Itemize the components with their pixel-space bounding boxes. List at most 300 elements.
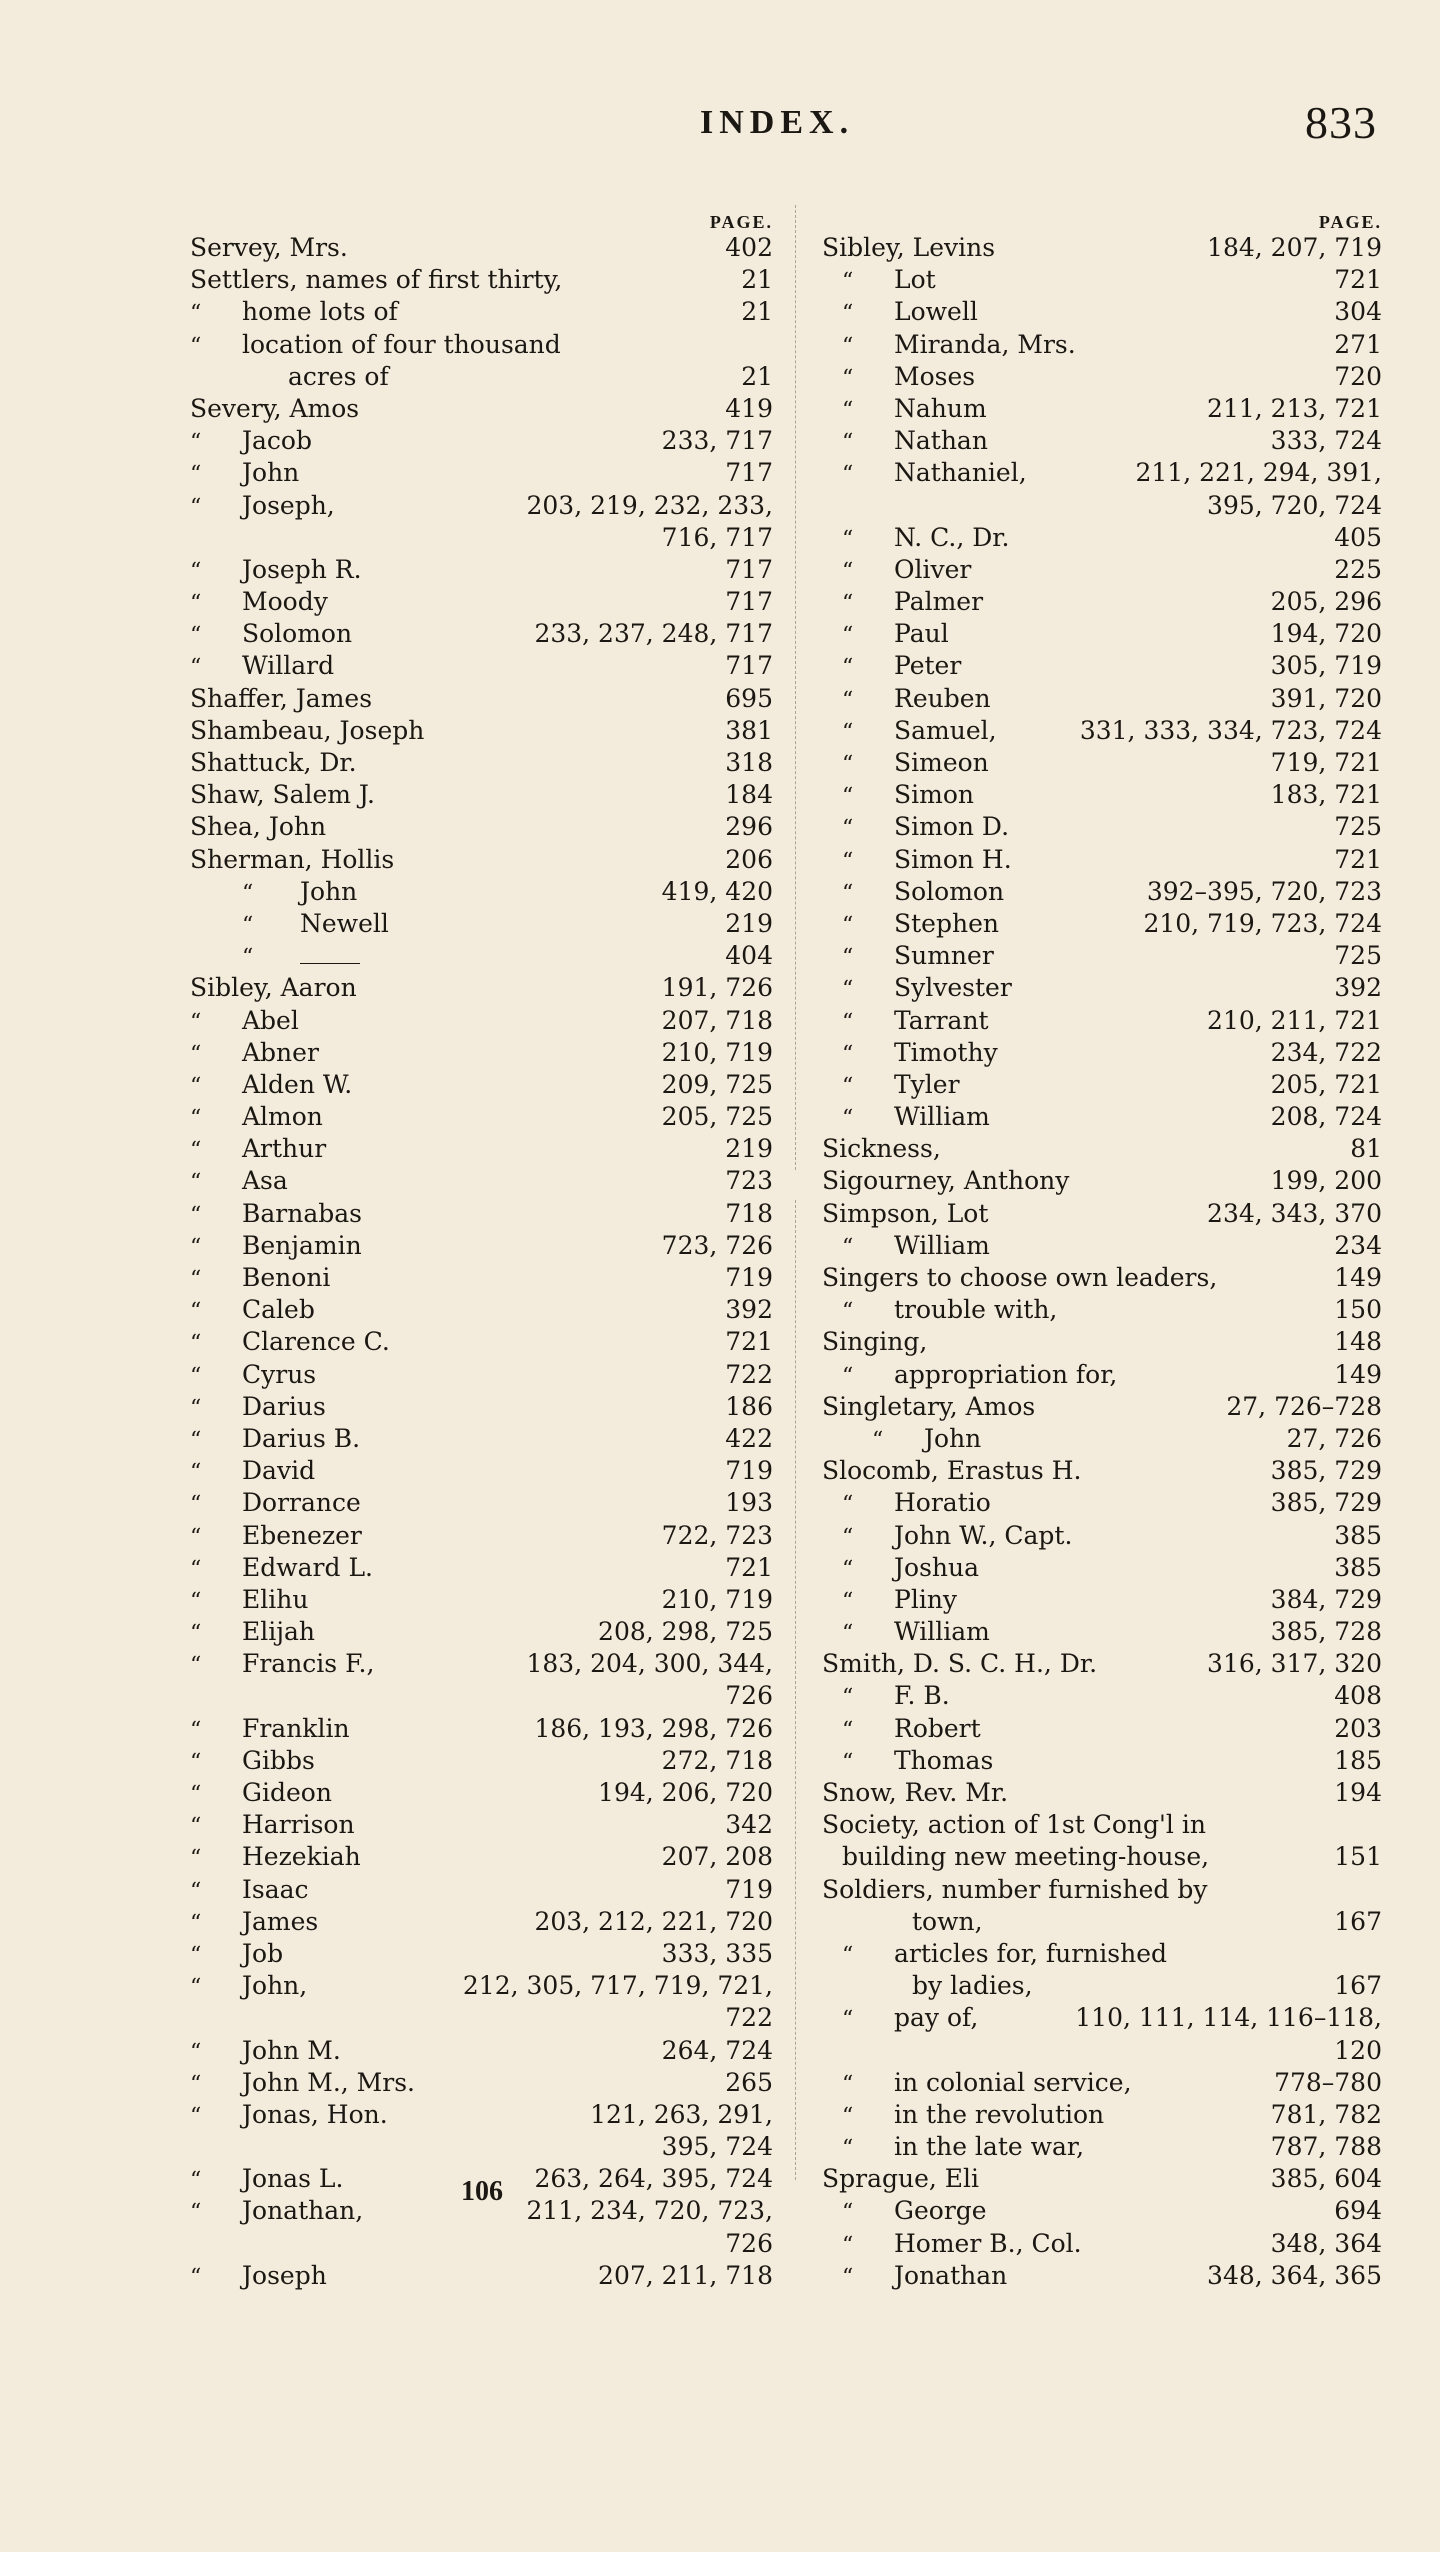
entry-name: Nathaniel, (894, 458, 1027, 488)
entry-pages: 787, 788 (1270, 2132, 1382, 2162)
entry-pages: 726 (725, 1681, 773, 1711)
index-entry (190, 1713, 773, 1745)
entry-name: William (894, 1617, 990, 1647)
entry-name: Willard (242, 651, 335, 681)
entry-name: Smith, D. S. C. H., Dr. (822, 1649, 1098, 1679)
entry-name: Simpson, Lot (822, 1198, 989, 1228)
entry-name: Joshua (894, 1552, 980, 1582)
entry-pages: 695 (725, 683, 773, 713)
ditto-mark: “ (190, 1234, 202, 1260)
index-entry (822, 683, 1382, 715)
entry-pages: 723 (725, 1166, 773, 1196)
entry-name: Slocomb, Erastus H. (822, 1456, 1082, 1486)
ditto-mark: “ (190, 1170, 202, 1196)
entry-name: Abel (242, 1005, 299, 1035)
entry-name: Moses (894, 361, 976, 391)
entry-pages: 392 (1334, 973, 1382, 1003)
entry-pages: 81 (1350, 1134, 1382, 1164)
ditto-mark: “ (842, 1492, 854, 1518)
entry-name: James (242, 1906, 319, 1936)
entry-pages: 193 (725, 1488, 773, 1518)
index-entry (190, 1552, 773, 1584)
entry-name: Newell (300, 908, 389, 938)
index-entry (190, 1520, 773, 1552)
entry-pages: 167 (1334, 1906, 1382, 1936)
entry-name: Oliver (894, 554, 972, 584)
page-header (0, 97, 1440, 154)
index-entry (822, 554, 1382, 586)
ditto-mark: “ (190, 2039, 202, 2065)
index-entry (190, 1262, 773, 1294)
entry-pages: 333, 335 (661, 1938, 773, 1968)
entry-pages: 717 (725, 554, 773, 584)
entry-name: Abner (242, 1037, 319, 1067)
ditto-mark: “ (190, 1041, 202, 1067)
entry-pages: 120 (1334, 2035, 1382, 2065)
index-entry (190, 1809, 773, 1841)
entry-pages: 209, 725 (661, 1069, 773, 1099)
entry-name: Sigourney, Anthony (822, 1166, 1070, 1196)
index-entry (822, 1391, 1382, 1423)
ditto-mark: “ (190, 2264, 202, 2290)
entry-pages: 194, 720 (1270, 619, 1382, 649)
index-entry (190, 1616, 773, 1648)
ditto-mark: “ (842, 558, 854, 584)
entry-pages: 723, 726 (661, 1230, 773, 1260)
index-entry (190, 2131, 773, 2163)
entry-name: trouble with, (894, 1295, 1058, 1325)
entry-pages: 726 (725, 2228, 773, 2258)
index-entry (190, 1906, 773, 1938)
entry-name: Singers to choose own leaders, (822, 1263, 1218, 1292)
ditto-mark: “ (242, 912, 254, 938)
entry-pages: 210, 719, 723, 724 (1143, 908, 1382, 938)
entry-pages: 721 (725, 1552, 773, 1582)
ditto-mark: “ (190, 1202, 202, 1228)
index-entry (822, 296, 1382, 328)
entry-pages: 385 (1334, 1552, 1382, 1582)
entry-name: Sickness, (822, 1134, 941, 1164)
entry-pages: 208, 298, 725 (598, 1617, 773, 1647)
entry-pages: 219 (725, 908, 773, 938)
entry-pages: 194 (1334, 1778, 1382, 1807)
index-entry (190, 1874, 773, 1906)
entry-pages: 348, 364, 365 (1207, 2260, 1382, 2290)
ditto-mark: “ (842, 365, 854, 391)
entry-pages: 385 (1334, 1520, 1382, 1550)
entry-name: Almon (242, 1102, 323, 1132)
ditto-mark: “ (190, 1073, 202, 1099)
entry-pages: 304 (1334, 297, 1382, 327)
entry-pages: 149 (1334, 1359, 1382, 1389)
ditto-mark: “ (842, 333, 854, 359)
entry-pages: 207, 718 (661, 1005, 773, 1035)
entry-name: Alden W. (242, 1069, 353, 1099)
entry-pages: 199, 200 (1270, 1166, 1382, 1196)
entry-pages: 725 (1334, 812, 1382, 842)
entry-name: F. B. (894, 1681, 950, 1711)
index-entry (190, 1069, 773, 1101)
index-entry (190, 1680, 773, 1712)
entry-pages: 385, 729 (1270, 1456, 1382, 1486)
ditto-mark: “ (190, 1299, 202, 1325)
index-entry (190, 1037, 773, 1069)
index-entry (822, 1680, 1382, 1712)
index-entry (190, 1133, 773, 1165)
entry-pages: 719, 721 (1270, 748, 1382, 777)
entry-pages: 419, 420 (661, 876, 773, 906)
ditto-mark: “ (842, 397, 854, 423)
ditto-mark: “ (190, 1717, 202, 1743)
index-entry (190, 618, 773, 650)
entry-name: pay of, (894, 2003, 979, 2033)
index-entry (822, 586, 1382, 618)
ditto-mark: “ (190, 1556, 202, 1582)
entry-name: Palmer (894, 587, 984, 617)
index-entry (822, 1874, 1382, 1906)
entry-name: building new meeting-house, (842, 1842, 1210, 1872)
entry-name: Arthur (242, 1134, 327, 1164)
index-entry (190, 1455, 773, 1487)
column-divider-lower (795, 1200, 796, 2180)
entry-pages: 208, 724 (1270, 1102, 1382, 1132)
ditto-mark: “ (190, 2103, 202, 2129)
entry-name: Benoni (242, 1263, 331, 1292)
entry-name: John M. (242, 2035, 341, 2065)
ditto-mark: “ (190, 1942, 202, 1968)
ditto-mark: “ (842, 719, 854, 745)
entry-pages: 342 (725, 1810, 773, 1840)
entry-name: William (894, 1102, 990, 1132)
entry-pages: 264, 724 (661, 2035, 773, 2065)
entry-pages: 716, 717 (661, 522, 773, 552)
index-column-left (190, 213, 773, 2292)
index-entry (190, 296, 773, 328)
entry-name: Shaffer, James (190, 683, 373, 713)
entry-pages: 167 (1334, 1971, 1382, 2001)
signature-mark: 106 (461, 2176, 503, 2207)
ditto-mark: “ (190, 1524, 202, 1550)
ditto-mark: “ (842, 1717, 854, 1743)
index-entry (190, 2067, 773, 2099)
ditto-mark: “ (190, 333, 202, 359)
entry-name: John (242, 458, 300, 488)
index-entry (822, 2131, 1382, 2163)
index-entry (190, 2260, 773, 2292)
entry-pages: 234, 343, 370 (1207, 1198, 1382, 1228)
index-entry (822, 1455, 1382, 1487)
entry-pages: 422 (725, 1423, 773, 1453)
ditto-mark: “ (842, 2136, 854, 2162)
index-entry (822, 1809, 1382, 1841)
ditto-mark: “ (842, 526, 854, 552)
ditto-mark: “ (190, 1878, 202, 1904)
index-entry (190, 747, 773, 779)
index-entry (822, 650, 1382, 682)
index-entry (190, 232, 773, 264)
entry-pages: 381 (725, 715, 773, 745)
entry-name: Elijah (242, 1617, 315, 1647)
entry-pages: 149 (1334, 1263, 1382, 1292)
entry-pages: 186 (725, 1391, 773, 1421)
index-entry (822, 1230, 1382, 1262)
entry-pages: 234 (1334, 1230, 1382, 1260)
index-entry (822, 1713, 1382, 1745)
entry-pages: 27, 726 (1286, 1423, 1382, 1453)
ditto-mark: “ (190, 1492, 202, 1518)
entry-name: Lot (894, 265, 936, 295)
entry-pages: 210, 211, 721 (1207, 1005, 1382, 1035)
entry-pages: 233, 237, 248, 717 (534, 619, 773, 649)
entry-name: home lots of (242, 297, 398, 327)
ditto-mark: “ (190, 1009, 202, 1035)
entry-pages: 210, 719 (661, 1584, 773, 1614)
entry-name: Joseph R. (242, 554, 362, 584)
ditto-mark: “ (190, 655, 202, 681)
entry-name: Elihu (242, 1584, 309, 1614)
entry-name: Asa (242, 1166, 288, 1196)
entry-name: appropriation for, (894, 1359, 1118, 1389)
entry-pages: 272, 718 (661, 1745, 773, 1775)
ditto-rule (300, 963, 360, 964)
index-entry (190, 1101, 773, 1133)
entry-name: Shaw, Salem J. (190, 780, 375, 810)
entry-name: Joseph, (242, 490, 335, 520)
index-entry (822, 2260, 1382, 2292)
entry-pages: 781, 782 (1270, 2099, 1382, 2129)
entry-pages: 778–780 (1274, 2067, 1382, 2097)
entry-pages: 203, 219, 232, 233, (526, 490, 773, 520)
entry-name: Horatio (894, 1488, 991, 1518)
index-entry (190, 650, 773, 682)
entry-pages: 408 (1334, 1681, 1382, 1711)
entry-name: Shambeau, Joseph (190, 715, 425, 745)
entry-pages: 721 (725, 1327, 773, 1357)
entry-name: Jacob (242, 426, 312, 456)
entry-name: town, (912, 1906, 983, 1936)
entry-name: Sylvester (894, 973, 1012, 1003)
entry-pages: 718 (725, 1198, 773, 1228)
index-entry (190, 1745, 773, 1777)
entry-name: Society, action of 1st Cong'l in (822, 1810, 1206, 1840)
ditto-mark: “ (190, 1395, 202, 1421)
running-title: INDEX. (700, 104, 855, 141)
index-entry (190, 1584, 773, 1616)
entry-pages: 721 (1334, 265, 1382, 295)
index-entry (190, 779, 773, 811)
entry-name: Solomon (894, 876, 1005, 906)
entry-pages: 205, 721 (1270, 1069, 1382, 1099)
entry-pages: 184, 207, 719 (1207, 233, 1382, 262)
index-entry (822, 1745, 1382, 1777)
ditto-mark: “ (842, 816, 854, 842)
entry-pages: 234, 722 (1270, 1037, 1382, 1067)
index-entry (822, 329, 1382, 361)
index-entry (822, 844, 1382, 876)
entry-name: Clarence C. (242, 1327, 390, 1357)
entry-pages: 203, 212, 221, 720 (534, 1906, 773, 1936)
index-entry (822, 1584, 1382, 1616)
entry-pages: 719 (725, 1263, 773, 1292)
entry-name: Samuel, (894, 715, 997, 745)
entry-name: Singing, (822, 1327, 928, 1357)
index-entry (822, 264, 1382, 296)
ditto-mark: “ (842, 977, 854, 1003)
entry-pages: 385, 604 (1270, 2164, 1382, 2194)
index-entry (822, 779, 1382, 811)
entry-pages: 184 (725, 780, 773, 810)
index-entry (822, 1906, 1382, 1938)
entry-name: Shea, John (190, 812, 327, 842)
ditto-mark: “ (190, 558, 202, 584)
index-entry (822, 2163, 1382, 2195)
entry-pages: 212, 305, 717, 719, 721, (462, 1971, 773, 2001)
index-entry (190, 522, 773, 554)
index-entry (190, 361, 773, 393)
ditto-mark: “ (190, 1621, 202, 1647)
entry-name: Moody (242, 587, 328, 617)
entry-pages: 211, 213, 721 (1207, 393, 1382, 423)
entry-name: Harrison (242, 1810, 355, 1840)
entry-name: Simon (894, 780, 974, 810)
entry-name: Lowell (894, 297, 978, 327)
index-entry (822, 425, 1382, 457)
ditto-mark: “ (842, 2007, 854, 2033)
entry-pages: 405 (1334, 522, 1382, 552)
index-entry (822, 1487, 1382, 1519)
entry-name: in the late war, (894, 2132, 1085, 2162)
index-entry (822, 490, 1382, 522)
index-entry (190, 1198, 773, 1230)
index-list-right (822, 232, 1382, 2292)
entry-name: acres of (288, 361, 389, 391)
ditto-mark: “ (190, 2071, 202, 2097)
entry-pages: 21 (741, 265, 773, 295)
entry-pages: 27, 726–728 (1226, 1391, 1382, 1421)
index-entry (190, 1359, 773, 1391)
index-entry (190, 425, 773, 457)
index-entry (190, 1230, 773, 1262)
ditto-mark: “ (842, 430, 854, 456)
index-entry (822, 1069, 1382, 1101)
entry-name: Snow, Rev. Mr. (822, 1778, 1009, 1807)
entry-name: Robert (894, 1713, 981, 1743)
index-entry (822, 1037, 1382, 1069)
index-entry (822, 618, 1382, 650)
index-entry (822, 972, 1382, 1004)
ditto-mark: “ (842, 945, 854, 971)
entry-name: Jonas L. (242, 2164, 344, 2194)
entry-pages: 391, 720 (1270, 683, 1382, 713)
index-entry (190, 586, 773, 618)
entry-pages: 296 (725, 812, 773, 842)
entry-pages: 348, 364 (1270, 2228, 1382, 2258)
index-entry (190, 393, 773, 425)
entry-pages: 21 (741, 297, 773, 327)
ditto-mark: “ (842, 752, 854, 777)
entry-pages: 271 (1334, 329, 1382, 359)
ditto-mark: “ (190, 1782, 202, 1807)
ditto-mark: “ (242, 945, 254, 971)
entry-pages: 305, 719 (1270, 651, 1382, 681)
index-entry (822, 1165, 1382, 1197)
index-entry (822, 1841, 1382, 1873)
ditto-mark: “ (842, 1588, 854, 1614)
index-entry (190, 264, 773, 296)
index-entry (822, 1198, 1382, 1230)
index-entry (822, 715, 1382, 747)
entry-name: Timothy (894, 1037, 998, 1067)
ditto-mark: “ (842, 1524, 854, 1550)
entry-name: Hezekiah (242, 1842, 361, 1872)
entry-name: Tyler (894, 1069, 960, 1099)
entry-name: Job (242, 1938, 284, 1968)
ditto-mark: “ (842, 784, 854, 810)
index-entry (822, 1552, 1382, 1584)
entry-name: Jonathan (894, 2260, 1008, 2290)
index-entry (190, 1970, 773, 2002)
index-entry (190, 1294, 773, 1326)
entry-pages: 194, 206, 720 (598, 1778, 773, 1807)
index-entry (822, 1938, 1382, 1970)
index-entry (190, 1648, 773, 1680)
index-entry (822, 1359, 1382, 1391)
index-entry (190, 1777, 773, 1809)
column-divider (795, 205, 796, 1170)
index-entry (822, 393, 1382, 425)
ditto-mark: “ (842, 301, 854, 327)
index-entry (822, 1616, 1382, 1648)
index-entry (190, 683, 773, 715)
entry-pages: 206 (725, 844, 773, 874)
entry-pages: 395, 724 (661, 2132, 773, 2162)
entry-pages: 316, 317, 320 (1207, 1649, 1382, 1679)
entry-name: Franklin (242, 1713, 350, 1743)
ditto-mark: “ (842, 1621, 854, 1647)
entry-pages: 717 (725, 587, 773, 617)
entry-name: George (894, 2196, 987, 2226)
index-entry (822, 2228, 1382, 2260)
ditto-mark: “ (190, 1749, 202, 1775)
entry-name: Ebenezer (242, 1520, 362, 1550)
entry-pages: 392–395, 720, 723 (1146, 876, 1382, 906)
ditto-mark: “ (842, 1299, 854, 1325)
entry-pages: 392 (725, 1295, 773, 1325)
index-entry (822, 1326, 1382, 1358)
entry-name: Benjamin (242, 1230, 362, 1260)
entry-pages: 395, 720, 724 (1207, 490, 1382, 520)
entry-name: Barnabas (242, 1198, 362, 1228)
entry-name: Sibley, Aaron (190, 973, 357, 1003)
entry-name: Jonathan, (242, 2196, 364, 2226)
entry-name: Homer B., Col. (894, 2228, 1082, 2258)
ditto-mark: “ (842, 1942, 854, 1968)
ditto-mark: “ (842, 2071, 854, 2097)
entry-name: Shattuck, Dr. (190, 748, 357, 777)
entry-name: John, (242, 1971, 308, 2001)
entry-name: Simon H. (894, 844, 1012, 874)
index-entry (822, 1520, 1382, 1552)
ditto-mark: “ (190, 1846, 202, 1872)
entry-name: Sherman, Hollis (190, 844, 395, 874)
ditto-mark: “ (842, 1234, 854, 1260)
entry-pages: 720 (1334, 361, 1382, 391)
entry-name: Caleb (242, 1295, 315, 1325)
entry-name: Darius (242, 1391, 326, 1421)
entry-pages: 210, 719 (661, 1037, 773, 1067)
index-entry (190, 457, 773, 489)
entry-name: Gibbs (242, 1745, 315, 1775)
